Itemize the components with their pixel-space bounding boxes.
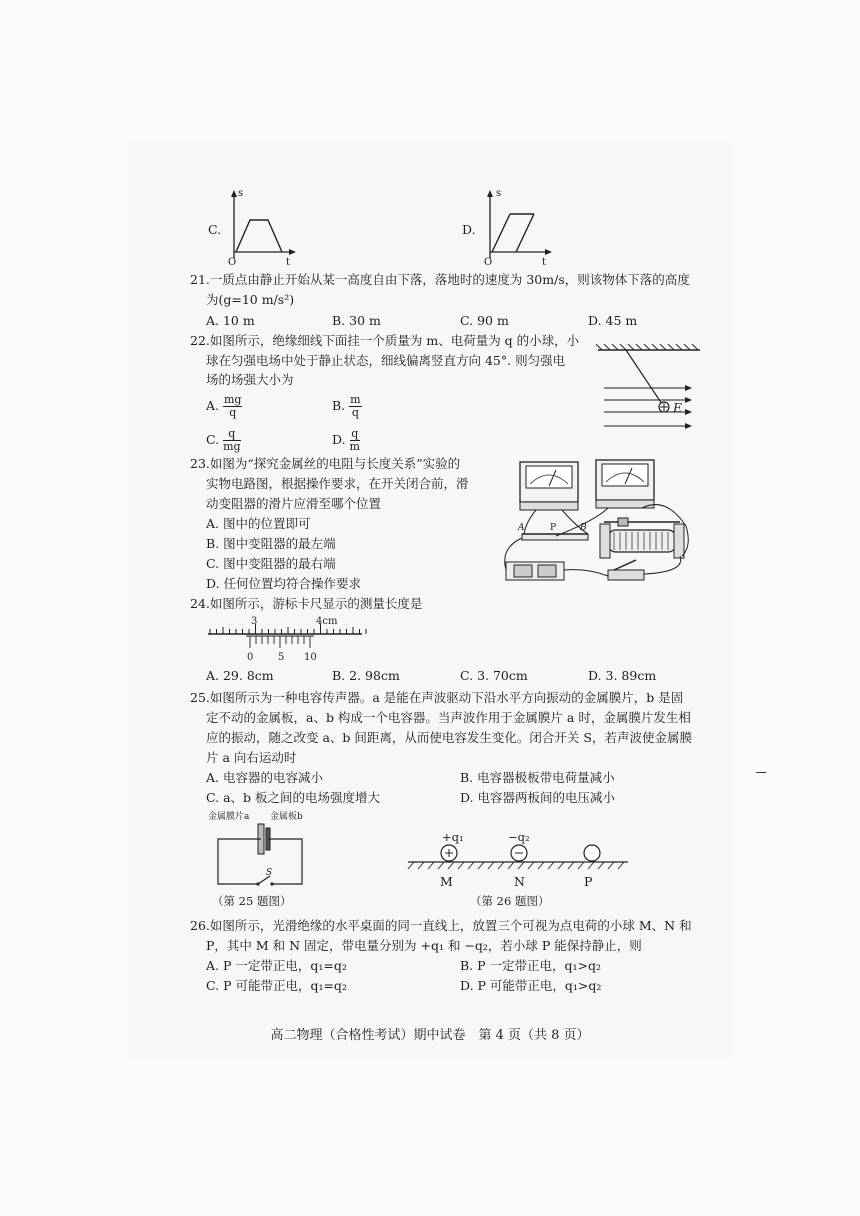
q22-figure <box>596 346 706 438</box>
q24-vernier-label-10: 10 <box>304 652 317 663</box>
graph-c-axis-s: s <box>238 188 244 199</box>
q23-line3: 动变阻器的滑片应滑至哪个位置 <box>206 496 382 511</box>
q25-line1: 25.如图所示为一种电容传声器。a 是能在声波驱动下沿水平方向振动的金属膜片，b 是固 <box>190 690 684 705</box>
q21-line1: 21.一质点由静止开始从某一高度自由下落，落地时的速度为 30m/s，则该物体下落的高度 <box>190 272 690 287</box>
q26-fig-n: N <box>514 874 525 889</box>
q25-line2: 定不动的金属板，a、b 构成一个电容器。当声波作用于金属膜片 a 时，金属膜片发生相 <box>206 710 691 725</box>
q22-option-b: B. $\frac{m}{q}$ <box>332 393 361 419</box>
q24-option-c: C. 3. 70cm <box>460 668 528 683</box>
q22-field-label: E <box>673 400 683 415</box>
q22-line2: 球在匀强电场中处于静止状态，细线偏离竖直方向 45°. 则匀强电 <box>206 353 566 368</box>
q26-fig-q2: −q₂ <box>508 830 530 844</box>
graph-d-axis-t: t <box>542 257 547 268</box>
q22-line3: 场的场强大小为 <box>206 372 294 387</box>
q23-line2: 实物电路图，根据操作要求，在开关闭合前，滑 <box>206 476 469 491</box>
margin-dash <box>756 772 766 773</box>
q23-option-b: B. 图中变阻器的最左端 <box>206 536 336 551</box>
q22-option-c: C. $\frac{q}{mg}$ <box>206 427 241 453</box>
page-footer: 高二物理（合格性考试）期中试卷 第 4 页（共 8 页） <box>270 1028 590 1043</box>
q26-caption: （第 26 题图） <box>470 894 550 908</box>
q23-label-b: B <box>580 523 587 533</box>
q26-option-b: B. P 一定带正电，q₁>q₂ <box>460 958 602 973</box>
graph-d <box>482 190 552 262</box>
graph-c-axis-t: t <box>286 257 291 268</box>
q24-option-a: A. 29. 8cm <box>206 668 274 683</box>
q26-line1: 26.如图所示，光滑绝缘的水平桌面的同一直线上，放置三个可视为点电荷的小球 M、N 和 <box>190 918 692 933</box>
q24-main-label-4cm: 4cm <box>316 616 338 627</box>
graph-d-axis-s: s <box>496 188 502 199</box>
q24-vernier-figure <box>206 614 366 664</box>
q25-fig-label-b: 金属板b <box>270 812 303 822</box>
q26-line2: P，其中 M 和 N 固定，带电量分别为 +q₁ 和 −q₂，若小球 P 能保持静止，则 <box>206 938 642 953</box>
q26-option-a: A. P 一定带正电，q₁=q₂ <box>206 958 347 973</box>
q24-main-label-3: 3 <box>251 616 258 627</box>
q25-fig-label-s: S <box>266 868 273 878</box>
graph-c <box>226 190 296 262</box>
q25-line4: 片 a 向右运动时 <box>206 750 297 765</box>
q23-option-c: C. 图中变阻器的最右端 <box>206 556 336 571</box>
graph-d-label: D. <box>462 222 476 237</box>
q23-label-a: A <box>518 523 525 533</box>
q21-option-a: A. 10 m <box>206 313 255 328</box>
q26-fig-q1: +q₁ <box>442 830 464 844</box>
q26-fig-m: M <box>440 874 453 889</box>
q24-vernier-label-0: 0 <box>247 652 254 663</box>
q25-option-b: B. 电容器极板带电荷量减小 <box>460 770 615 785</box>
q21-line2: 为(g=10 m/s²) <box>206 292 295 307</box>
q26-charges-figure <box>404 842 634 872</box>
q22-option-a: A. $\frac{mg}{q}$ <box>206 393 242 419</box>
q21-option-d: D. 45 m <box>588 313 638 328</box>
graph-c-origin: O <box>228 257 237 268</box>
q25-capacitor-figure <box>214 822 306 888</box>
q21-option-b: B. 30 m <box>332 313 381 328</box>
q26-fig-p: P <box>584 874 593 889</box>
graph-d-origin: O <box>484 257 493 268</box>
q23-option-d: D. 任何位置均符合操作要求 <box>206 576 362 591</box>
q22-line1: 22.如图所示，绝缘细线下面挂一个质量为 m、电荷量为 q 的小球，小 <box>190 333 580 348</box>
q22-option-d: D. $\frac{q}{m}$ <box>332 427 360 453</box>
q25-option-c: C. a、b 板之间的电场强度增大 <box>206 790 380 805</box>
q26-option-d: D. P 可能带正电，q₁>q₂ <box>460 978 602 993</box>
q23-line1: 23.如图为“探究金属丝的电阻与长度关系”实验的 <box>190 456 461 471</box>
q26-option-c: C. P 可能带正电，q₁=q₂ <box>206 978 347 993</box>
q25-option-a: A. 电容器的电容减小 <box>206 770 323 785</box>
graph-c-label: C. <box>208 222 222 237</box>
q24-vernier-label-5: 5 <box>278 652 285 663</box>
q25-caption: （第 25 题图） <box>212 894 292 908</box>
q21-option-c: C. 90 m <box>460 313 509 328</box>
q25-option-d: D. 电容器两板间的电压减小 <box>460 790 616 805</box>
q25-line3: 应的振动，随之改变 a、b 间距离，从而使电容发生变化。闭合开关 S，若声波使金属膜 <box>206 730 692 745</box>
q24-line1: 24.如图所示，游标卡尺显示的测量长度是 <box>190 596 423 611</box>
q23-circuit-figure <box>496 456 700 592</box>
q23-label-p: P <box>550 523 557 533</box>
q24-option-b: B. 2. 98cm <box>332 668 400 683</box>
q24-option-d: D. 3. 89cm <box>588 668 657 683</box>
q25-fig-label-a: 金属膜片a <box>208 812 250 822</box>
q23-option-a: A. 图中的位置即可 <box>206 516 311 531</box>
